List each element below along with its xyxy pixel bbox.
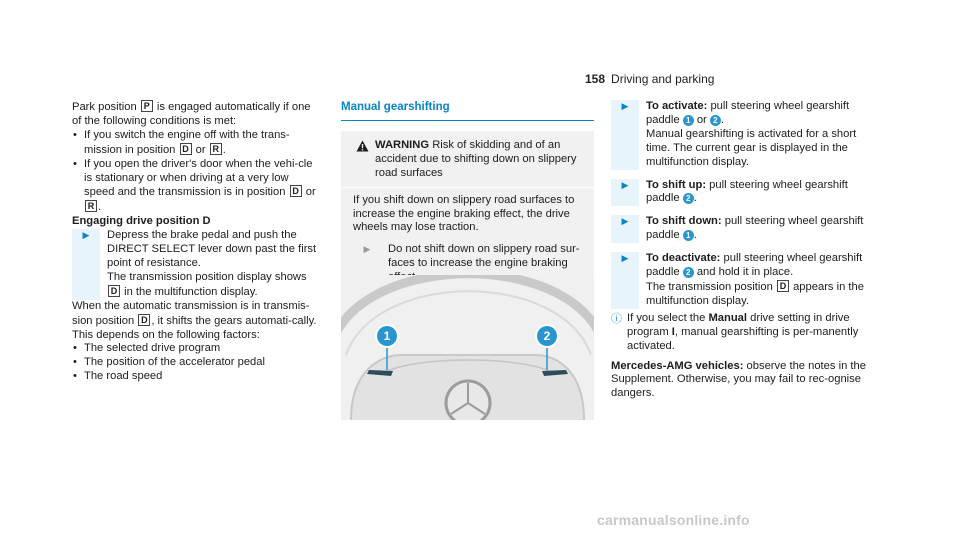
callout-1: 1 xyxy=(377,326,397,346)
callout-1-inline: 1 xyxy=(683,115,694,126)
list-item: • If you open the driver's door when the vehi-cle is stationary or when driving at a very low speed and the transmission is in position D or R . xyxy=(72,158,322,216)
intro-paragraph xyxy=(72,100,322,129)
step-text: and hold it in place. xyxy=(696,266,794,279)
instruction-step xyxy=(72,229,322,300)
callout-2-inline: 2 xyxy=(683,267,694,278)
list-item: • The position of the accelerator pedal xyxy=(72,356,322,370)
step-text: Do not shift down on slippery road sur-faces to increase the engine braking xyxy=(388,243,580,270)
list-item: • The selected drive program xyxy=(72,342,322,356)
note-text: , manual gearshifting is per-manently activated. xyxy=(627,325,859,352)
arrow-right-icon: ▶ xyxy=(611,252,639,309)
step-text: Depress the brake pedal and push the DIRECT SELECT lever down past the first point of resistance. xyxy=(107,229,317,269)
or-text: or xyxy=(305,186,316,199)
watermark: carmanualsonline.info xyxy=(597,512,750,528)
gear-r-symbol: R xyxy=(210,143,222,155)
warning-text: Risk of skidding and of an accident due to shifting down on slippery road surfaces xyxy=(375,138,577,179)
note-program-text: I xyxy=(671,325,675,338)
intro-text: Park position xyxy=(72,101,137,113)
or-text: or xyxy=(195,143,206,156)
step-label: To deactivate: xyxy=(646,252,721,265)
step-text: Manual gearshifting is activated for a short time. The current gear is displayed in the multifunction display. xyxy=(646,127,857,168)
gear-d-symbol: D xyxy=(290,185,302,197)
or-text: or xyxy=(696,113,707,126)
column-right xyxy=(611,100,866,401)
list-item: • The road speed xyxy=(72,370,322,384)
warning-body: If you shift down on slippery road surfaces to increase the engine braking effect, the drive wheels may lose traction. xyxy=(353,193,575,234)
warning-label: WARNING xyxy=(375,138,430,151)
divider xyxy=(341,187,594,188)
step-text: pull steering wheel gearshift paddle xyxy=(646,215,864,242)
callout-2-inline: 2 xyxy=(683,193,694,204)
callout-2: 2 xyxy=(537,326,557,346)
step-text: pull steering wheel gearshift paddle xyxy=(646,100,850,126)
steering-wheel-figure xyxy=(341,275,594,420)
step-text: pull steering wheel gearshift paddle xyxy=(646,252,863,279)
paragraph xyxy=(72,300,322,343)
page-number: 158 xyxy=(585,72,606,86)
amg-paragraph xyxy=(611,360,866,402)
gear-r-symbol: R xyxy=(85,200,97,212)
step-text: in the multifunction display. xyxy=(124,285,258,298)
callout-1-inline: 1 xyxy=(683,230,694,241)
arrow-right-icon: ▶ xyxy=(363,244,371,255)
note-text: If you select the xyxy=(627,311,706,324)
gear-d-symbol: D xyxy=(108,285,120,297)
warning-box xyxy=(341,131,594,295)
gear-p-symbol: P xyxy=(141,100,153,112)
arrow-right-icon: ▶ xyxy=(611,100,639,170)
paragraph-text: When the automatic transmission is in transmis-sion position xyxy=(72,299,310,327)
gear-d-symbol: D xyxy=(138,314,150,326)
arrow-right-icon: ▶ xyxy=(611,179,639,207)
info-note xyxy=(611,312,866,354)
note-text: drive setting in drive program xyxy=(627,311,850,338)
amg-text: observe the notes in the Supplement. Otherwise, you may fail to rec-ognise dangers. xyxy=(611,359,866,400)
warning-header xyxy=(353,139,584,181)
step-text: The transmission position display shows xyxy=(107,270,307,283)
warning-triangle-icon xyxy=(356,140,369,152)
section-title: Driving and parking xyxy=(611,72,715,86)
note-bold-text: Manual xyxy=(708,311,748,324)
arrow-right-icon: ▶ xyxy=(72,229,100,300)
gear-d-symbol: D xyxy=(180,143,192,155)
arrow-right-icon: ▶ xyxy=(611,215,639,243)
bullet-text: If you open the driver's door when the vehi-cle is stationary or when driving at a very low speed and the transmission is in position xyxy=(84,157,313,199)
step-text: appears in the multifunction display. xyxy=(646,280,864,307)
step-text: pull steering wheel gearshift paddle xyxy=(646,178,848,205)
steering-wheel-illustration xyxy=(341,275,594,420)
column-left xyxy=(72,100,322,384)
instruction-step xyxy=(611,252,866,309)
gear-d-symbol: D xyxy=(777,280,789,292)
step-text: The transmission position xyxy=(646,280,773,293)
info-icon: ⓘ xyxy=(611,312,622,325)
instruction-step: ▶ To activate: pull steering wheel gearshift paddle 1 or 2 . Manual gearshifting is activated for a short time. The current gear is displayed in the multifunction display. xyxy=(611,100,866,170)
amg-label: Mercedes-AMG vehicles: xyxy=(611,359,744,372)
list-item: • If you switch the engine off with the trans-mission in position D or R . xyxy=(72,129,322,158)
paragraph-text: , it shifts the gears automati-cally. This depends on the following factors: xyxy=(72,314,317,341)
step-label: To activate: xyxy=(646,100,708,112)
step-label: To shift up: xyxy=(646,178,707,191)
bullet-text: If you switch the engine off with the trans-mission in position xyxy=(84,128,290,156)
page-header xyxy=(585,72,714,86)
instruction-step: ▶ To shift up: pull steering wheel gearshift paddle 2 . xyxy=(611,179,866,207)
subheading: Engaging drive position D xyxy=(72,215,211,228)
column-middle xyxy=(341,100,594,295)
section-heading: Manual gearshifting xyxy=(341,101,594,121)
callout-2-inline: 2 xyxy=(710,115,721,126)
instruction-step: ▶ To shift down: pull steering wheel gearshift paddle 1 . xyxy=(611,215,866,243)
intro-rest-text: is engaged automatically if one of the following conditions is met: xyxy=(72,101,311,127)
step-label: To shift down: xyxy=(646,215,722,228)
